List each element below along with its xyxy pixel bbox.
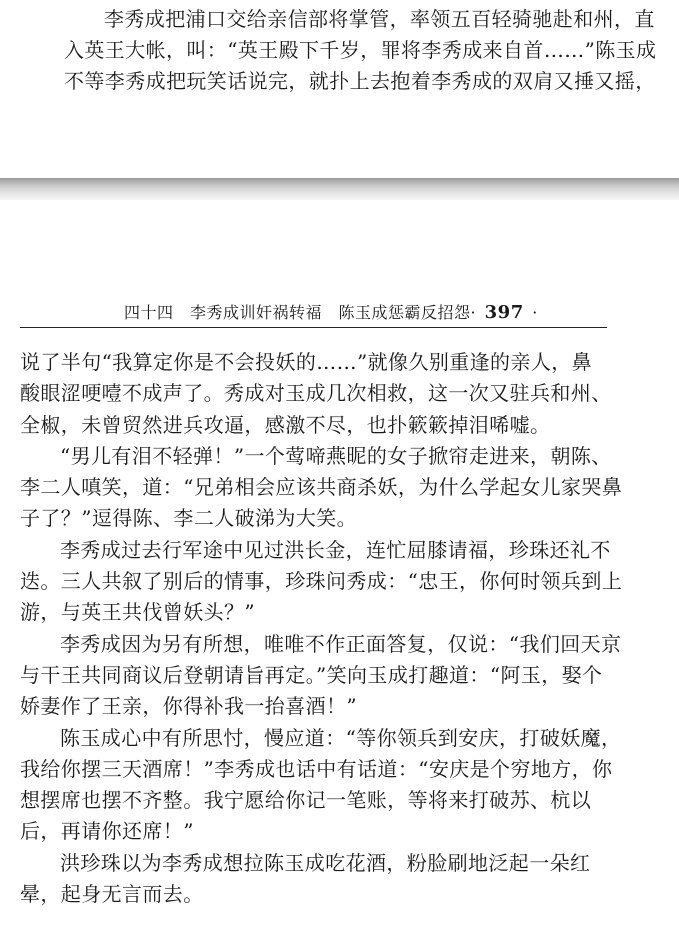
text-line: 不等李秀成把玩笑话说完，就扑上去抱着李秀成的双肩又捶又摇， — [64, 69, 656, 93]
running-head-title: 四十四 李秀成训奸祸转福 陈玉成惩霸反招怨· 397 · — [124, 302, 538, 323]
text-line: 迭。三人共叙了别后的情事，珍珠问秀成：“忠王，你何时领兵到上 — [20, 569, 623, 594]
text-line: 娇妻作了王亲，你得补我一抬喜酒！” — [20, 694, 358, 719]
text-line: 全椒，未曾贸然进兵攻逼，感激不尽，也扑簌簌掉泪唏嘘。 — [20, 412, 551, 437]
page-number: 397 — [484, 302, 524, 323]
text-line: 李秀成因为另有所想，唯唯不作正面答复，仅说：“我们回天京 — [60, 631, 622, 656]
text-line: 晕，起身无言而去。 — [20, 882, 204, 907]
text-line: “男儿有泪不轻弹！”一个莺啼燕昵的女子掀帘走进来，朝陈、 — [60, 443, 612, 468]
text-line: 说了半句“我算定你是不会投妖的……”就像久别重逢的亲人，鼻 — [20, 350, 593, 374]
text-line: 李秀成把浦口交给亲信部将掌管，率领五百轻骑驰赴和州，直 — [104, 7, 655, 31]
body-text — [20, 347, 623, 910]
text-line: 子了？”逗得陈、李二人破涕为大笑。 — [20, 506, 358, 531]
text-line: 入英王大帐，叫：“英王殿下千岁，罪将李秀成来自首……”陈玉成 — [64, 38, 657, 62]
chapter-number: 四十四 — [124, 303, 174, 322]
text-line: 后，再请你还席！” — [20, 819, 194, 844]
bottom-page — [0, 200, 679, 925]
top-page-paragraph — [64, 4, 657, 97]
page-divider — [0, 178, 679, 200]
text-line: 洪珍珠以为李秀成想拉陈玉成吃花酒，粉脸刷地泛起一朵红 — [60, 850, 591, 875]
text-line: 陈玉成心中有所思忖，慢应道：“等你领兵到安庆，打破妖魔， — [60, 725, 622, 750]
text-line: 酸眼涩哽噎不成声了。秀成对玉成几次相救，这一次又驻兵和州、 — [20, 381, 612, 406]
text-line: 我给你摆三天酒席！”李秀成也话中有话道：“安庆是个穷地方，你 — [20, 756, 613, 781]
running-head — [20, 297, 607, 328]
text-line: 与干王共同商议后登朝请旨再定。”笑向玉成打趣道：“阿玉，娶个 — [20, 662, 603, 687]
text-line: 游，与英王共伐曾妖头？” — [20, 600, 256, 625]
text-line: 李二人嗔笑，道：“兄弟相会应该共商杀妖，为什么学起女儿家哭鼻 — [20, 475, 623, 500]
top-page — [0, 0, 679, 178]
text-line: 李秀成过去行军途中见过洪长金，连忙屈膝请福，珍珠还礼不 — [60, 537, 611, 562]
text-line: 想摆席也摆不齐整。我宁愿给你记一笔账，等将来打破苏、杭以 — [20, 788, 592, 813]
chapter-title: 李秀成训奸祸转福 陈玉成惩霸反招怨 — [190, 303, 471, 322]
